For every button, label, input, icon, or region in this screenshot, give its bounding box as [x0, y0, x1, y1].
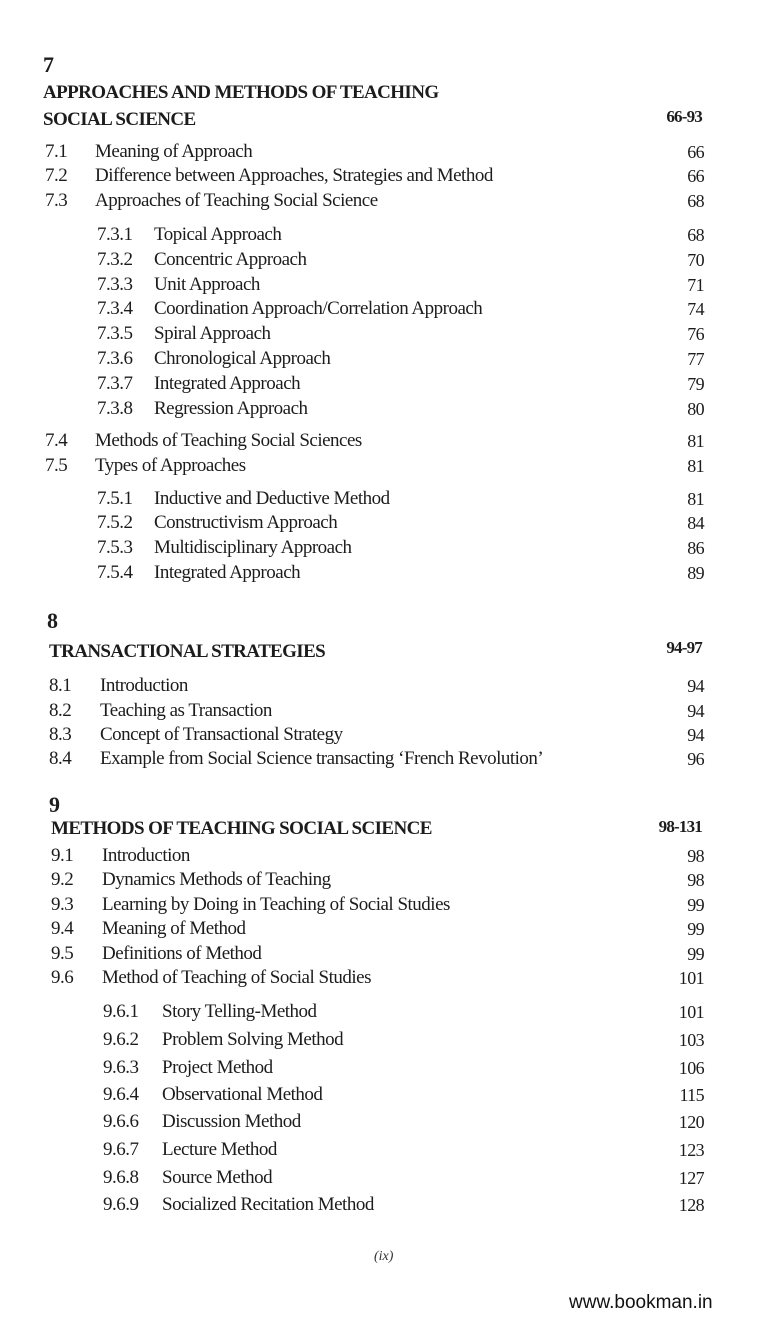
section-title: Introduction — [102, 845, 190, 866]
section-title: Difference between Approaches, Strategies and Method — [95, 165, 493, 186]
section-page-number: 71 — [687, 275, 704, 295]
section-title: Project Method — [162, 1057, 273, 1078]
section-page-number: 120 — [678, 1112, 704, 1132]
section-title: Integrated Approach — [154, 562, 301, 583]
section-title: Multidisciplinary Approach — [154, 537, 352, 558]
section-title: Chronological Approach — [154, 348, 331, 369]
section-number: 7.3.4 — [97, 298, 133, 319]
section-number: 7.3.3 — [97, 274, 133, 295]
section-number: 9.2 — [51, 869, 74, 890]
section-page-number: 70 — [687, 250, 704, 270]
chapter-number: 8 — [47, 608, 58, 633]
section-title: Teaching as Transaction — [100, 700, 272, 721]
section-title: Story Telling-Method — [162, 1001, 317, 1022]
section-title: Meaning of Approach — [95, 141, 253, 162]
section-number: 9.1 — [51, 845, 74, 866]
section-title: Discussion Method — [162, 1111, 301, 1132]
section-page-number: 76 — [687, 324, 704, 344]
section-page-number: 127 — [678, 1168, 704, 1188]
chapter-page-range: 94-97 — [666, 638, 702, 657]
section-page-number: 115 — [679, 1085, 704, 1105]
section-page-number: 86 — [687, 538, 704, 558]
section-page-number: 123 — [678, 1140, 704, 1160]
section-page-number: 66 — [687, 166, 704, 186]
section-title: Constructivism Approach — [154, 512, 338, 533]
section-title: Method of Teaching of Social Studies — [102, 967, 371, 988]
section-number: 7.3.6 — [97, 348, 133, 369]
section-page-number: 101 — [678, 968, 704, 988]
section-number: 7.3.8 — [97, 398, 133, 419]
section-number: 7.3.5 — [97, 323, 133, 344]
section-number: 7.5.1 — [97, 488, 133, 509]
section-page-number: 81 — [687, 456, 704, 476]
section-number: 9.6.6 — [103, 1111, 139, 1132]
section-number: 7.3.2 — [97, 249, 133, 270]
section-page-number: 99 — [687, 944, 704, 964]
section-page-number: 77 — [687, 349, 704, 369]
section-title: Meaning of Method — [102, 918, 246, 939]
section-number: 7.5 — [45, 455, 68, 476]
section-number: 7.3.1 — [97, 224, 133, 245]
section-number: 9.6 — [51, 967, 74, 988]
section-page-number: 94 — [687, 676, 704, 696]
section-number: 7.3 — [45, 190, 68, 211]
section-title: Dynamics Methods of Teaching — [102, 869, 331, 890]
section-number: 9.4 — [51, 918, 74, 939]
section-number: 8.2 — [49, 700, 72, 721]
section-title: Socialized Recitation Method — [162, 1194, 374, 1215]
chapter-page-range: 66-93 — [666, 107, 702, 126]
section-page-number: 66 — [687, 142, 704, 162]
section-number: 9.6.4 — [103, 1084, 139, 1105]
section-number: 8.4 — [49, 748, 72, 769]
chapter-number: 7 — [43, 52, 54, 77]
section-number: 7.2 — [45, 165, 68, 186]
section-page-number: 81 — [687, 431, 704, 451]
chapter-title-continued: SOCIAL SCIENCE — [43, 109, 196, 130]
section-page-number: 94 — [687, 701, 704, 721]
section-number: 7.5.4 — [97, 562, 133, 583]
section-title: Inductive and Deductive Method — [154, 488, 390, 509]
section-title: Source Method — [162, 1167, 273, 1188]
section-title: Topical Approach — [154, 224, 282, 245]
section-page-number: 68 — [687, 225, 704, 245]
section-title: Definitions of Method — [102, 943, 262, 964]
section-page-number: 96 — [687, 749, 704, 769]
section-title: Approaches of Teaching Social Science — [95, 190, 378, 211]
section-title: Lecture Method — [162, 1139, 277, 1160]
section-number: 9.6.3 — [103, 1057, 139, 1078]
section-title: Methods of Teaching Social Sciences — [95, 430, 362, 451]
section-page-number: 98 — [687, 846, 704, 866]
section-page-number: 84 — [687, 513, 704, 533]
section-page-number: 79 — [687, 374, 704, 394]
section-number: 9.5 — [51, 943, 74, 964]
section-number: 9.3 — [51, 894, 74, 915]
section-title: Integrated Approach — [154, 373, 301, 394]
section-number: 9.6.7 — [103, 1139, 139, 1160]
section-number: 7.5.3 — [97, 537, 133, 558]
section-number: 7.3.7 — [97, 373, 133, 394]
section-number: 9.6.2 — [103, 1029, 139, 1050]
section-page-number: 99 — [687, 919, 704, 939]
section-page-number: 106 — [678, 1058, 704, 1078]
section-page-number: 80 — [687, 399, 704, 419]
chapter-page-range: 98-131 — [658, 817, 702, 836]
section-title: Concentric Approach — [154, 249, 307, 270]
section-title: Spiral Approach — [154, 323, 271, 344]
section-title: Coordination Approach/Correlation Approach — [154, 298, 483, 319]
page-number: (ix) — [374, 1249, 394, 1264]
chapter-title: METHODS OF TEACHING SOCIAL SCIENCE — [51, 818, 432, 839]
section-title: Types of Approaches — [95, 455, 246, 476]
section-number: 8.3 — [49, 724, 72, 745]
section-title: Example from Social Science transacting ‘French Revolution’ — [100, 748, 544, 769]
watermark: www.bookman.in — [569, 1292, 713, 1313]
section-page-number: 68 — [687, 191, 704, 211]
section-number: 7.4 — [45, 430, 68, 451]
chapter-number: 9 — [49, 792, 60, 817]
section-number: 9.6.8 — [103, 1167, 139, 1188]
section-page-number: 89 — [687, 563, 704, 583]
section-page-number: 101 — [678, 1002, 704, 1022]
section-title: Observational Method — [162, 1084, 323, 1105]
section-number: 7.1 — [45, 141, 68, 162]
section-title: Learning by Doing in Teaching of Social Studies — [102, 894, 450, 915]
section-page-number: 74 — [687, 299, 704, 319]
chapter-title: TRANSACTIONAL STRATEGIES — [49, 641, 326, 662]
section-title: Unit Approach — [154, 274, 260, 295]
section-title: Introduction — [100, 675, 188, 696]
section-number: 9.6.9 — [103, 1194, 139, 1215]
section-page-number: 98 — [687, 870, 704, 890]
chapter-title: APPROACHES AND METHODS OF TEACHING — [43, 82, 439, 103]
section-title: Concept of Transactional Strategy — [100, 724, 343, 745]
section-page-number: 81 — [687, 489, 704, 509]
section-title: Problem Solving Method — [162, 1029, 344, 1050]
section-number: 9.6.1 — [103, 1001, 139, 1022]
section-page-number: 94 — [687, 725, 704, 745]
section-page-number: 99 — [687, 895, 704, 915]
section-number: 8.1 — [49, 675, 72, 696]
section-page-number: 103 — [678, 1030, 704, 1050]
section-page-number: 128 — [678, 1195, 704, 1215]
section-title: Regression Approach — [154, 398, 308, 419]
section-number: 7.5.2 — [97, 512, 133, 533]
